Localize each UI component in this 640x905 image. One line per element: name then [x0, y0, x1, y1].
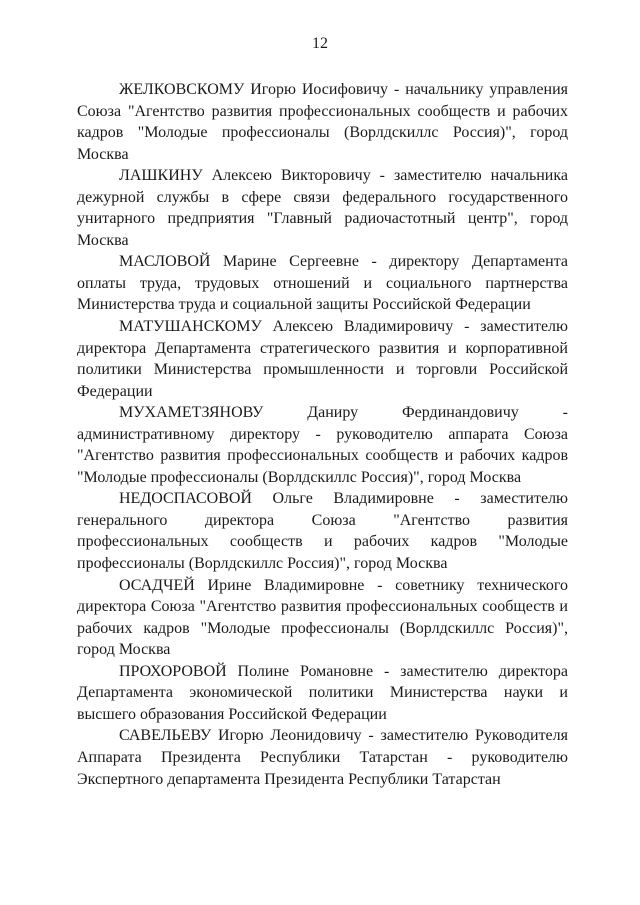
list-item: МАСЛОВОЙ Марине Сергеевне - директору Департамента оплаты труда, трудовых отношений и социального партнерства Министерства труда и социальной защиты Российской Федерации	[77, 253, 568, 314]
list-item: ЛАШКИНУ Алексею Викторовичу - заместителю начальника дежурной службы в сфере связи федерального государственного унитарного предприятия "Главный радиочастотный центр", город Москва	[77, 167, 568, 249]
list-item: ЖЕЛКОВСКОМУ Игорю Иосифовичу - начальнику управления Союза "Агентство развития профессиональных сообществ и рабочих кадров "Молодые профессионалы (Ворлдскиллс Россия)", город Москва	[77, 81, 568, 163]
list-item: МАТУШАНСКОМУ Алексею Владимировичу - заместителю директора Департамента стратегического развития и корпоративной политики Министерства промышленности и торговли Российской Федерации	[77, 318, 568, 400]
award-list	[77, 79, 568, 790]
list-item: МУХАМЕТЗЯНОВУ Даниру Фердинандовичу - административному директору - руководителю аппарата Союза "Агентство развития профессиональных сообществ и рабочих кадров "Молодые профессионалы (Ворлдскиллс Россия)", город Москва	[77, 404, 568, 486]
page-number: 12	[312, 35, 328, 52]
list-item: ОСАДЧЕЙ Ирине Владимировне - советнику технического директора Союза "Агентство развития профессиональных сообществ и рабочих кадров "Молодые профессионалы (Ворлдскиллс Россия)", город Москва	[77, 576, 568, 659]
list-item: САВЕЛЬЕВУ Игорю Леонидовичу - заместителю Руководителя Аппарата Президента Республики Татарстан - руководителю Экспертного департамента Президента Республики Татарстан	[77, 727, 568, 788]
list-item: НЕДОСПАСОВОЙ Ольге Владимировне - заместителю генерального директора Союза "Агентство развития профессиональных сообществ и рабочих кадров "Молодые профессионалы (Ворлдскиллс Россия)", город Москва	[77, 490, 568, 573]
list-item: ПРОХОРОВОЙ Полине Романовне - заместителю директора Департамента экономической политики Министерства науки и высшего образования Российской Федерации	[77, 662, 568, 723]
